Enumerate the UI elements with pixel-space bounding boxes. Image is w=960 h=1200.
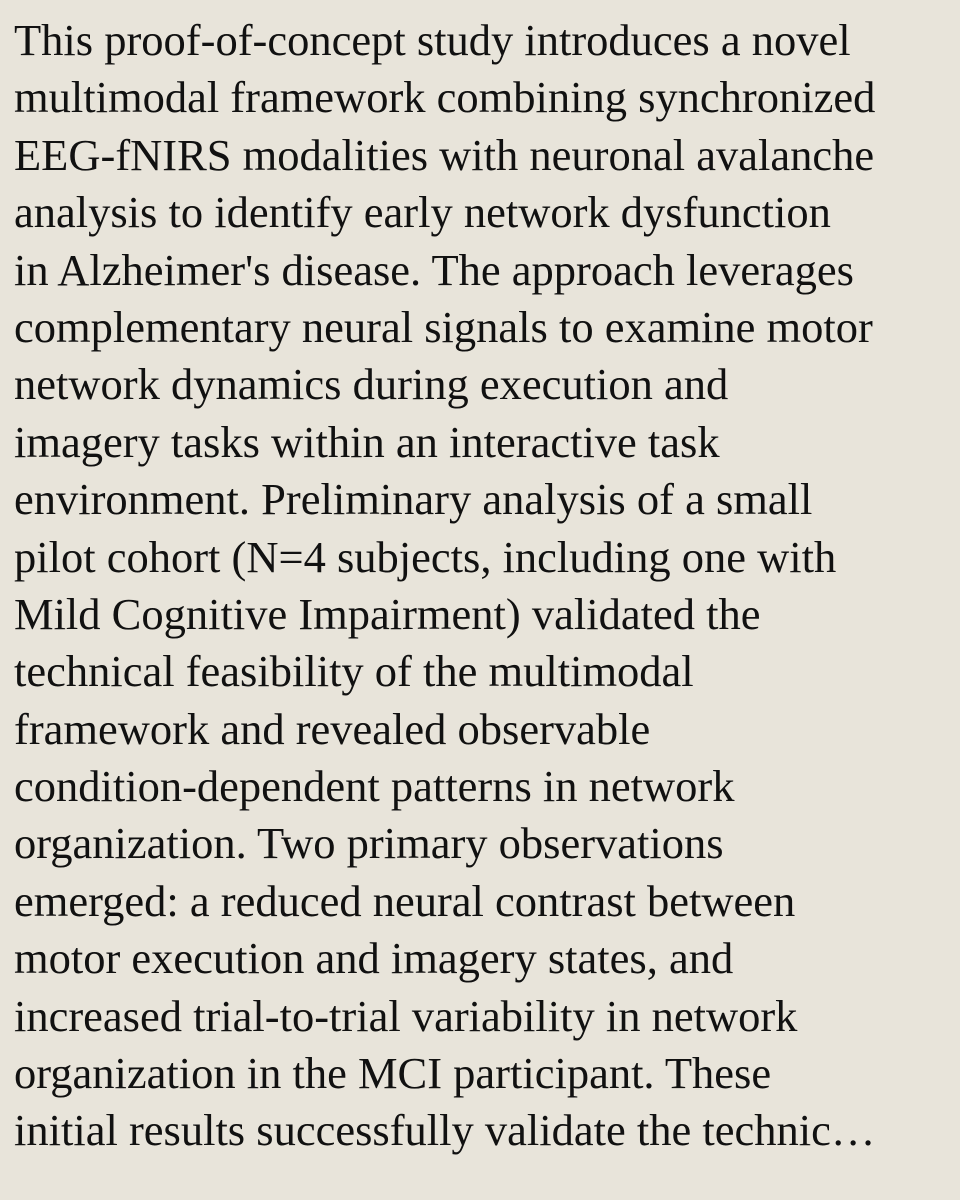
abstract-line: initial results successfully validate the technic… <box>14 1105 876 1156</box>
abstract-line: increased trial-to-trial variability in network <box>14 990 798 1041</box>
abstract-line: imagery tasks within an interactive task <box>14 416 720 467</box>
abstract-line: Mild Cognitive Impairment) validated the <box>14 588 761 639</box>
abstract-line: environment. Preliminary analysis of a small <box>14 474 813 525</box>
abstract-line: network dynamics during execution and <box>14 359 729 410</box>
abstract-line: technical feasibility of the multimodal <box>14 646 694 697</box>
abstract-line: This proof-of-concept study introduces a novel <box>14 15 851 65</box>
abstract-line: pilot cohort (N=4 subjects, including one with <box>14 531 837 582</box>
abstract-line: emerged: a reduced neural contrast between <box>14 875 796 926</box>
abstract-line: motor execution and imagery states, and <box>14 933 734 984</box>
abstract-line: in Alzheimer's disease. The approach leverages <box>14 244 855 295</box>
abstract-line: framework and revealed observable <box>14 703 651 754</box>
abstract-text <box>14 12 946 1160</box>
abstract-line: EEG-fNIRS modalities with neuronal avalanche <box>14 129 875 180</box>
abstract-line: complementary neural signals to examine motor <box>14 301 873 352</box>
abstract-line: condition-dependent patterns in network <box>14 761 735 812</box>
abstract-line: multimodal framework combining synchronized <box>14 72 876 123</box>
abstract-line: analysis to identify early network dysfunction <box>14 187 831 238</box>
abstract-line: organization. Two primary observations <box>14 818 724 869</box>
abstract-line: organization in the MCI participant. These <box>14 1048 772 1099</box>
